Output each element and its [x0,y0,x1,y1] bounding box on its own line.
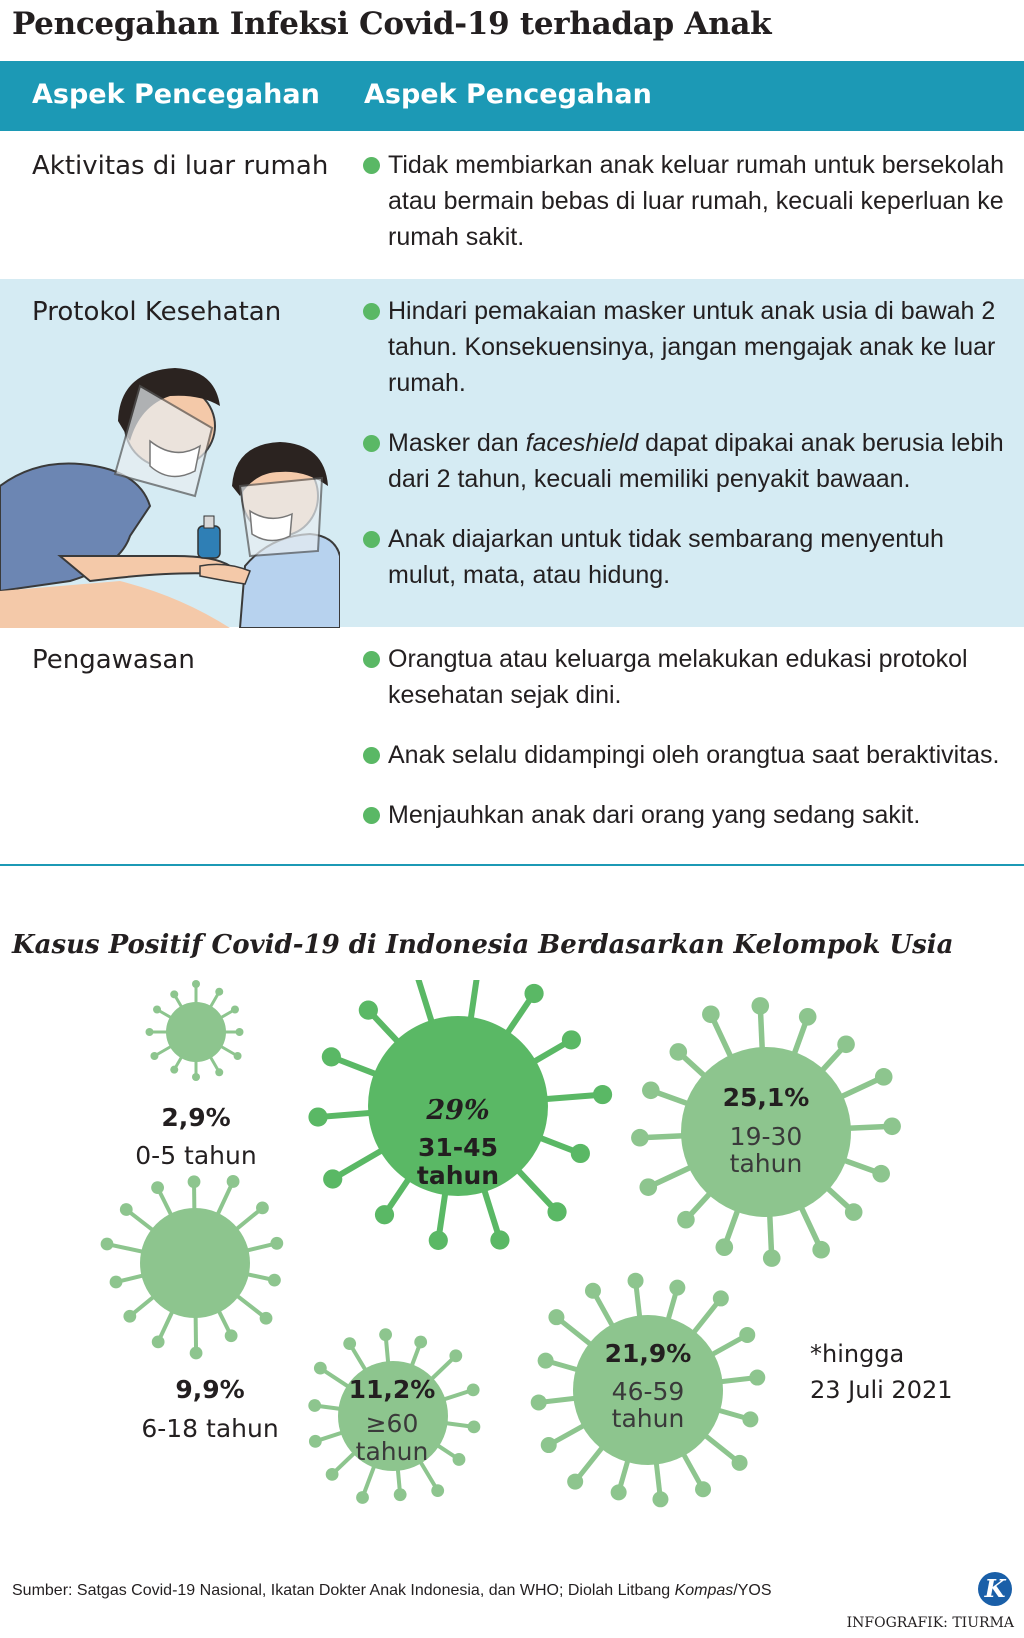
virus-bubble-6-18 tahun [101,1175,284,1359]
virus-spike-knob [695,1481,711,1497]
virus-spike-knob [314,1362,327,1375]
virus-spike-knob [751,997,769,1015]
list-item: Anak selalu didampingi oleh orangtua saat beraktivitas. [362,737,1012,773]
virus-spike-knob [812,1241,830,1259]
virus-spike [513,1165,557,1212]
credit-text: INFOGRAFIK: TIURMA [846,1615,1014,1631]
virus-spike-knob [101,1238,114,1251]
virus-spike-knob [538,1353,554,1369]
virus-spike-knob [326,1468,339,1481]
virus-spike-knob [547,1202,566,1221]
bullet-dot [363,531,380,548]
aspect-label: Protokol Kesehatan [32,297,282,327]
virus-spike-knob [883,1117,901,1135]
virus-spike-knob [670,1043,688,1061]
category-label: 19-30 [729,1122,803,1151]
virus-spike-knob [468,1420,481,1433]
bullet-dot [363,651,380,668]
virus-spike-knob [631,1129,649,1147]
virus-spike-knob [669,1280,685,1296]
virus-spike-knob [531,1394,547,1410]
list-item: Anak diajarkan untuk tidak sembarang menyentuh mulut, mata, atau hidung. [362,521,1012,593]
virus-spike-knob [467,1383,480,1396]
virus-spike [333,1147,388,1179]
virus-spike-knob [188,1175,201,1188]
virus-spike-knob [192,1073,200,1081]
value-label: 25,1% [722,1083,810,1112]
bullet-dot [363,435,380,452]
date-note: *hingga [810,1340,905,1368]
value-label: 21,9% [604,1339,692,1368]
list-item: Masker dan faceshield dapat dipakai anak berusia lebih dari 2 tahun, kecuali memiliki penyakit bawaan. [362,425,1012,497]
bullet-dot [363,747,380,764]
category-label: tahun [611,1404,685,1433]
category-label: 0-5 tahun [135,1141,257,1170]
virus-spike-knob [227,1175,240,1188]
source-note: Sumber: Satgas Covid-19 Nasional, Ikatan Dokter Anak Indonesia, dan WHO; Diolah Litbang Kompas/YOS [12,1582,772,1599]
category-label: tahun [416,1161,500,1190]
virus-spike-knob [702,1005,720,1023]
virus-spike-knob [749,1370,765,1386]
virus-spike-knob [611,1484,627,1500]
virus-spike-knob [524,984,543,1003]
virus-spike-knob [309,1435,322,1448]
bullet-list [362,641,1012,833]
virus-spike-knob [414,1336,427,1349]
virus-spike-knob [120,1203,133,1216]
virus-spike-knob [739,1327,755,1343]
list-item: Menjauhkan anak dari orang yang sedang sakit. [362,797,1012,833]
virus-body [166,1002,226,1062]
virus-spike-knob [732,1455,748,1471]
virus-spike-knob [323,1169,342,1188]
virus-spike-knob [562,1030,581,1049]
value-label: 11,2% [348,1375,436,1404]
virus-spike-knob [449,1349,462,1362]
virus-spike-knob [763,1249,781,1267]
virus-spike-knob [268,1274,281,1287]
virus-spike-knob [231,1006,239,1014]
virus-spike-knob [123,1310,136,1323]
value-label: 2,9% [161,1103,231,1132]
virus-spike-knob [742,1411,758,1427]
bullet-dot [363,807,380,824]
virus-spike-knob [236,1028,244,1036]
virus-spike-knob [343,1337,356,1350]
virus-spike-knob [548,1309,564,1325]
virus-spike-knob [190,1347,203,1360]
value-label: 9,9% [175,1375,245,1404]
chart-title: Kasus Positif Covid-19 di Indonesia Berdasarkan Kelompok Usia [12,930,954,960]
virus-spike-knob [170,1066,178,1074]
virus-spike-knob [875,1068,893,1086]
category-label: tahun [729,1149,803,1178]
virus-chart [0,980,1024,1560]
virus-spike-knob [170,990,178,998]
category-label: ≥60 [365,1409,419,1438]
virus-spike-knob [713,1290,729,1306]
bullet-dot [363,303,380,320]
virus-spike-knob [234,1052,242,1060]
virus-spike-knob [152,1336,165,1349]
category-label: 46-59 [611,1377,685,1406]
virus-spike-knob [628,1273,644,1289]
category-label: 31-45 [418,1133,498,1162]
date-note: 23 Juli 2021 [810,1376,953,1404]
virus-spike-knob [431,1484,444,1497]
category-label: tahun [355,1437,429,1466]
virus-spike-knob [356,1491,369,1504]
list-item: Hindari pemakaian masker untuk anak usia di bawah 2 tahun. Konsekuensinya, jangan mengajak anak ke luar rumah. [362,293,1012,401]
virus-spike-knob [215,1068,223,1076]
value-label: 29% [426,1095,490,1126]
virus-spike-knob [151,1181,164,1194]
list-item: Orangtua atau keluarga melakukan edukasi protokol kesehatan sejak dini. [362,641,1012,713]
virus-bubble-0-5 tahun [146,980,244,1081]
category-label: 6-18 tahun [141,1414,279,1443]
virus-spike-knob [799,1008,817,1026]
virus-spike-knob [872,1165,890,1183]
virus-spike-knob [308,1399,321,1412]
virus-spike-knob [585,1283,601,1299]
list-item: Tidak membiarkan anak keluar rumah untuk bersekolah atau bermain bebas di luar rumah, kecuali keperluan ke rumah sakit. [362,147,1012,255]
virus-spike-knob [567,1474,583,1490]
virus-spike-knob [394,1488,407,1501]
header-right: Aspek Pencegahan [364,79,652,110]
page-title: Pencegahan Infeksi Covid-19 terhadap Anak [12,6,772,42]
aspect-label: Aktivitas di luar rumah [32,151,329,181]
table-row [0,627,1024,864]
table-header [0,61,1024,131]
virus-spike-knob [845,1203,863,1221]
section-divider [0,864,1024,866]
virus-spike-knob [225,1329,238,1342]
virus-spike-knob [256,1201,269,1214]
virus-spike-knob [642,1082,660,1100]
parent-child-illustration [0,366,340,628]
virus-spike-knob [652,1491,668,1507]
virus-spike-knob [308,1107,327,1126]
bullet-list [362,293,1012,593]
virus-spike-knob [260,1312,273,1325]
virus-spike-knob [490,1230,509,1249]
virus-spike-knob [359,1001,378,1020]
virus-spike-knob [716,1238,734,1256]
virus-body [140,1208,250,1318]
kompas-logo: K [978,1572,1012,1606]
bullet-list [362,147,1012,255]
virus-spike-knob [270,1237,283,1250]
bullet-dot [363,157,380,174]
virus-spike-knob [192,980,200,988]
aspect-label: Pengawasan [32,645,195,675]
virus-spike-knob [453,1453,466,1466]
virus-spike-knob [375,1205,394,1224]
virus-spike-knob [146,1028,154,1036]
virus-spike-knob [837,1036,855,1054]
virus-spike-knob [150,1052,158,1060]
virus-spike-knob [153,1006,161,1014]
table-row [0,131,1024,279]
virus-spike-knob [110,1276,123,1289]
header-left: Aspek Pencegahan [32,79,320,110]
virus-spike-knob [593,1085,612,1104]
virus-spike-knob [639,1178,657,1196]
virus-spike-knob [571,1144,590,1163]
virus-spike-knob [429,1231,448,1250]
virus-spike-knob [215,988,223,996]
virus-spike-knob [322,1047,341,1066]
virus-spike-knob [677,1211,695,1229]
virus-spike-knob [379,1328,392,1341]
virus-spike-knob [541,1437,557,1453]
